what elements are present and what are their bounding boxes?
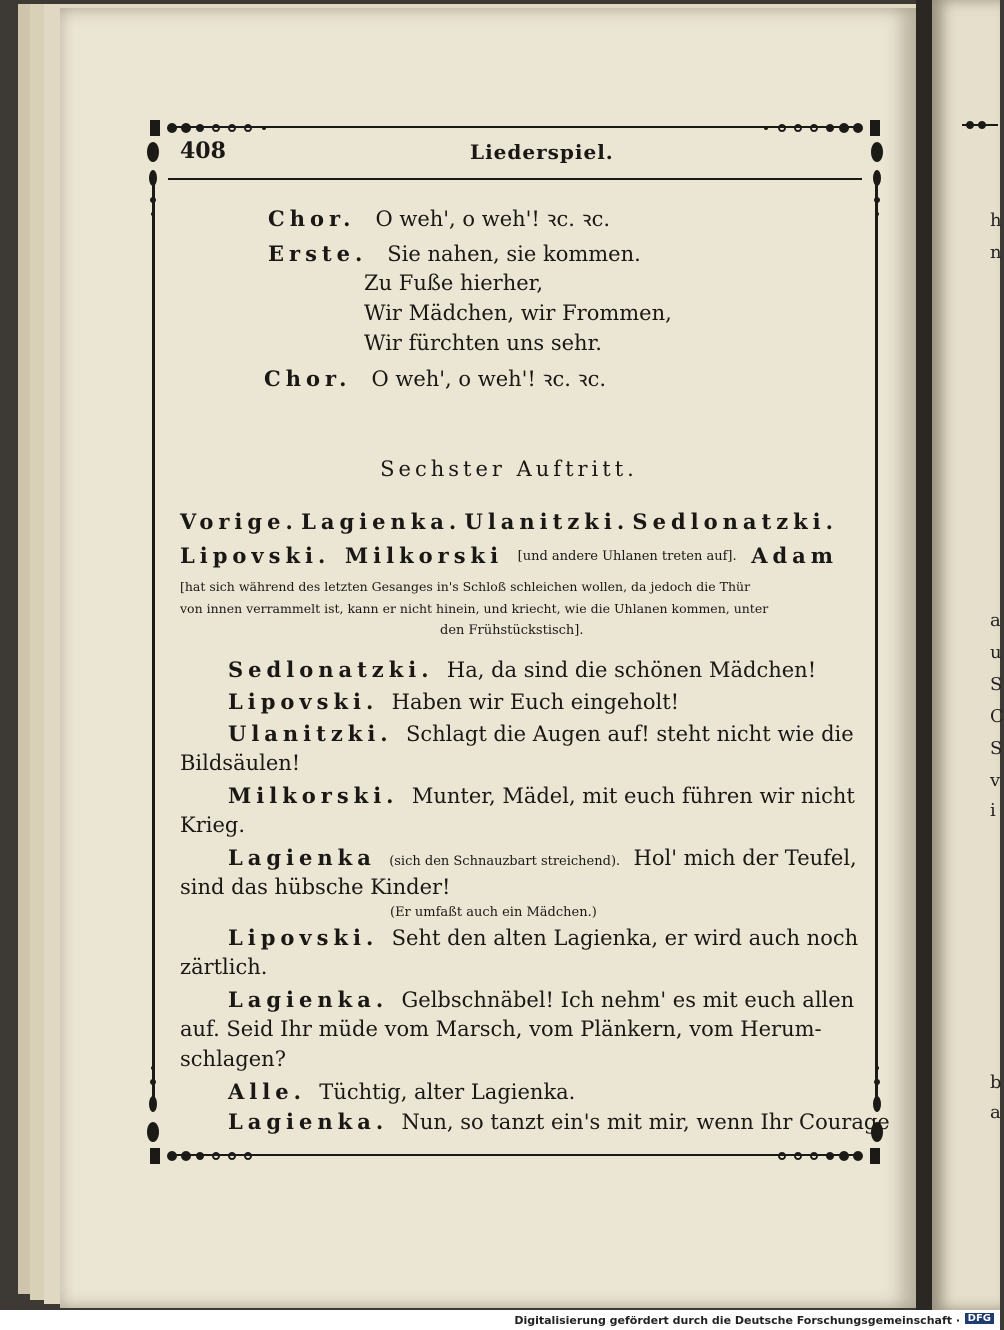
speaker-name: Sedlonatzki.	[228, 657, 434, 682]
funding-note: Digitalisierung gefördert durch die Deutsche Forschungsgemeinschaft ·	[514, 1314, 960, 1327]
cast-list-line	[180, 543, 838, 568]
dialogue-text: Tüchtig, alter Lagienka.	[319, 1080, 576, 1104]
dialogue-line	[228, 689, 838, 714]
header-rule	[168, 178, 862, 180]
dialogue-text: Nun, so tanzt ein's mit mir, wenn Ihr Courage	[401, 1110, 890, 1134]
stage-direction-line: von innen verrammelt ist, kann er nicht hinein, und kriecht, wie die Uhlanen kommen, unter	[180, 601, 769, 616]
dialogue-text: Hol' mich der Teufel,	[633, 846, 857, 870]
corner-ornament-top-left	[150, 118, 300, 138]
facing-fragment: S	[990, 674, 1003, 695]
dialogue-line	[228, 657, 838, 682]
stage-direction: (sich den Schnauzbart streichend).	[389, 854, 621, 869]
verse-line	[268, 241, 838, 266]
facing-page	[932, 0, 1004, 1310]
stage-direction-line: den Frühstückstisch].	[440, 623, 584, 638]
speaker-name: Milkorski.	[228, 783, 399, 808]
verse-text: O weh', o weh'! ꝛc. ꝛc.	[371, 367, 607, 391]
dialogue-line: zärtlich.	[180, 955, 268, 979]
verse-line	[268, 205, 838, 233]
dialogue-line	[228, 987, 855, 1012]
digitization-footer	[0, 1310, 1000, 1330]
stage-direction: [und andere Uhlanen treten auf].	[517, 549, 737, 564]
verse-line: Wir fürchten uns sehr.	[364, 331, 602, 355]
dialogue-line: Bildsäulen!	[180, 751, 301, 775]
running-title: Liederspiel.	[470, 140, 614, 164]
speaker-name: Chor.	[268, 206, 356, 231]
verse-line	[264, 365, 838, 393]
facing-fragment: i	[990, 800, 996, 821]
cast-name: Sedlonatzki.	[632, 509, 838, 534]
facing-page-ornament	[960, 118, 1000, 132]
running-head	[180, 138, 860, 178]
cast-list-line	[180, 509, 838, 534]
corner-ornament-top-right	[730, 118, 880, 138]
speaker-name: Lagienka.	[228, 987, 389, 1012]
verse-text: Sie nahen, sie kommen.	[387, 242, 641, 266]
stage-direction-line: [hat sich während des letzten Gesanges in's Schloß schleichen wollen, da jedoch die Thür	[180, 579, 751, 594]
facing-fragment: a	[990, 610, 1001, 631]
dialogue-line	[228, 845, 857, 870]
cast-name: Ulanitzki.	[464, 509, 630, 534]
frame-right-rule	[875, 178, 878, 1110]
dialogue-line: Krieg.	[180, 813, 245, 837]
verse-line: Wir Mädchen, wir Frommen,	[364, 301, 672, 325]
dialogue-line: auf. Seid Ihr müde vom Marsch, vom Plänkern, vom Herum-	[180, 1017, 822, 1041]
book-gutter	[916, 0, 932, 1310]
facing-fragment: C	[990, 706, 1004, 727]
cast-name: Lipovski.	[180, 543, 331, 568]
cast-name: Lagienka.	[301, 509, 462, 534]
facing-fragment: a	[990, 1102, 1001, 1123]
dialogue-text: Schlagt die Augen auf! steht nicht wie die	[405, 722, 854, 746]
cast-name: Milkorski	[344, 543, 504, 568]
dialogue-line: schlagen?	[180, 1047, 286, 1071]
dialogue-line	[228, 1079, 838, 1104]
cast-name: Adam	[751, 543, 838, 568]
verse-text: O weh', o weh'! ꝛc. ꝛc.	[375, 207, 611, 231]
cast-name: Vorige.	[180, 509, 298, 534]
scene-heading: Sechster Auftritt.	[380, 457, 638, 481]
speaker-name: Chor.	[264, 366, 352, 391]
dialogue-text: Gelbschnäbel! Ich nehm' es mit euch allen	[401, 988, 855, 1012]
stage-direction-line: (Er umfaßt auch ein Mädchen.)	[390, 905, 597, 920]
corner-ornament-bottom-right	[730, 1146, 880, 1166]
side-ornament-right-top	[870, 138, 884, 248]
facing-fragment: v	[990, 770, 1001, 791]
speaker-name: Lagienka	[228, 845, 376, 870]
dialogue-text: Ha, da sind die schönen Mädchen!	[446, 658, 817, 682]
facing-fragment: u	[990, 642, 1002, 663]
facing-fragment: b	[990, 1072, 1002, 1093]
dialogue-text: Seht den alten Lagienka, er wird auch noch	[391, 926, 859, 950]
facing-fragment: h	[990, 210, 1002, 231]
speaker-name: Ulanitzki.	[228, 721, 393, 746]
dialogue-line	[228, 925, 859, 950]
corner-ornament-bottom-left	[150, 1146, 300, 1166]
side-ornament-left-bottom	[146, 1038, 160, 1148]
dialogue-text: Haben wir Euch eingeholt!	[391, 690, 680, 714]
speaker-name: Erste.	[268, 241, 368, 266]
dialogue-line	[228, 721, 854, 746]
speaker-name: Lipovski.	[228, 689, 379, 714]
speaker-name: Lagienka.	[228, 1109, 389, 1134]
speaker-name: Alle.	[228, 1079, 306, 1104]
facing-fragment: n	[990, 242, 1002, 263]
page-number: 408	[180, 138, 226, 164]
side-ornament-left-top	[146, 138, 160, 248]
dialogue-line: sind das hübsche Kinder!	[180, 875, 451, 899]
dialogue-line	[228, 1109, 890, 1134]
verse-line: Zu Fuße hierher,	[364, 271, 544, 295]
facing-fragment: S	[990, 738, 1003, 759]
dialogue-line	[228, 783, 855, 808]
dfg-logo: DFG	[965, 1313, 994, 1324]
speaker-name: Lipovski.	[228, 925, 379, 950]
dialogue-text: Munter, Mädel, mit euch führen wir nicht	[411, 784, 855, 808]
frame-left-rule	[152, 178, 155, 1110]
